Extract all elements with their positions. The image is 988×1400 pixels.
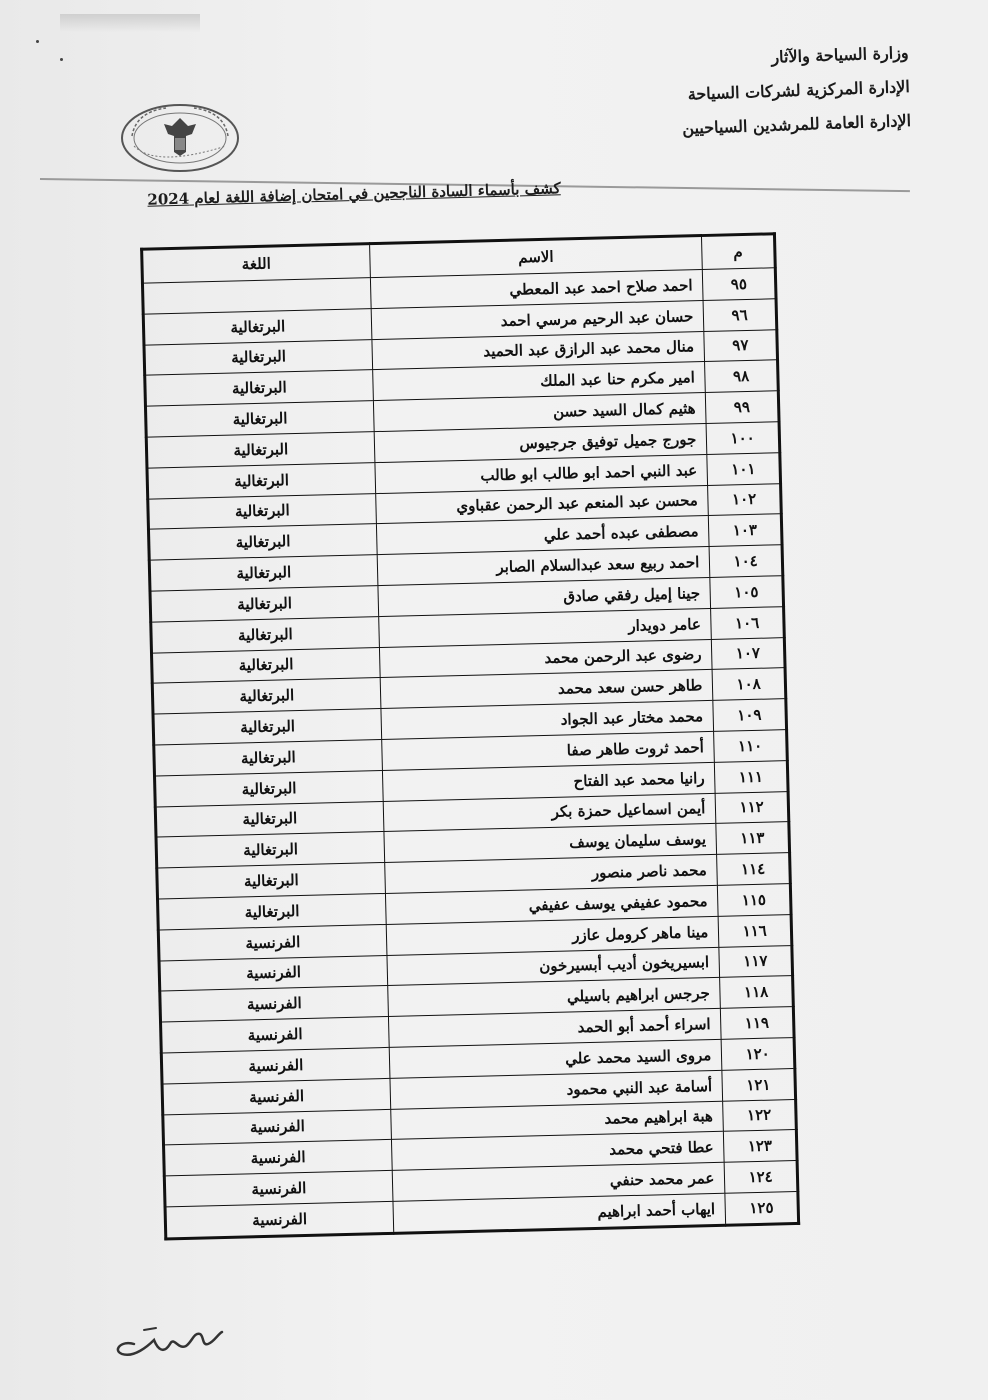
row-name: محسن عبد المنعم عبد الرحمن عقباوي: [375, 485, 708, 524]
ministry-header: [588, 36, 911, 149]
row-name: عمر محمد حنفي: [392, 1162, 725, 1201]
ministry-logo-icon: [116, 100, 244, 176]
row-name: ابسيريخون أديب أبسيرخون: [387, 947, 720, 986]
row-name: مصطفى عبده أحمد علي: [376, 516, 709, 555]
row-lang: الفرنسية: [161, 1017, 389, 1053]
header-line-1: وزارة السياحة والآثار: [771, 42, 909, 67]
row-lang: الفرنسية: [162, 1078, 390, 1114]
row-name: عطا فتحي محمد: [391, 1132, 724, 1171]
row-name: محمود عفيفي يوسف عفيفي: [385, 885, 718, 924]
row-name: جرجس ابراهيم باسيلي: [387, 978, 720, 1017]
row-num: ١٠٩: [713, 699, 786, 732]
row-lang: البرتغالية: [145, 370, 373, 406]
row-num: ٩٦: [703, 299, 776, 332]
row-lang: الفرنسية: [163, 1109, 391, 1145]
row-name: محمد مختار عبد الجواد: [380, 701, 713, 740]
row-name: ايهاب أحمد ابراهيم: [393, 1193, 726, 1233]
row-lang: البرتغالية: [144, 339, 372, 375]
row-name: حسان عبد الرحيم مرسي احمد: [371, 300, 704, 339]
row-lang: البرتغالية: [154, 739, 382, 775]
row-name: مينا ماهر كرومل عازر: [386, 916, 719, 955]
row-lang: الفرنسية: [164, 1140, 392, 1176]
row-num: ١١٥: [718, 884, 791, 917]
row-num: ١١٠: [714, 730, 787, 763]
row-num: ١١٤: [717, 853, 790, 886]
row-name: أيمن اسماعيل حمزة بكر: [383, 793, 716, 832]
row-num: ١٠٥: [710, 576, 783, 609]
row-num: ١٠٠: [706, 422, 779, 455]
row-num: ١٠٧: [712, 637, 785, 670]
row-num: ١١٦: [718, 914, 791, 947]
row-lang: البرتغالية: [153, 709, 381, 745]
row-name: طاهر حسن سعد محمد: [380, 670, 713, 709]
row-num: ١١٧: [719, 945, 792, 978]
scan-shadow: [60, 14, 200, 32]
row-num: ١٠٦: [711, 606, 784, 639]
row-lang: البرتغالية: [143, 308, 371, 344]
row-num: ١٢٣: [724, 1130, 797, 1163]
row-name: جورج جميل توفيق جرجيوس: [374, 423, 707, 462]
row-num: ١٢٠: [721, 1037, 794, 1070]
row-lang: الفرنسية: [158, 924, 386, 960]
row-num: ١٢٥: [725, 1191, 798, 1225]
row-num: ٩٥: [703, 268, 776, 301]
results-table: [140, 232, 800, 1240]
row-lang: البرتغالية: [148, 493, 376, 529]
row-lang: البرتغالية: [156, 832, 384, 868]
row-lang: البرتغالية: [145, 401, 373, 437]
row-lang: البرتغالية: [150, 586, 378, 622]
handwritten-signature-icon: [104, 1310, 234, 1360]
row-name: أحمد ثروت طاهر صفا: [381, 731, 714, 770]
results-table-wrapper: [140, 232, 800, 1240]
title-line: كشف بأسماء السادة الناجحين في امتحان إضافة اللغة لعام 2024: [147, 179, 561, 209]
header-line-2: الإدارة المركزية لشركات السياحة: [687, 76, 911, 104]
row-lang: البرتغالية: [146, 432, 374, 468]
row-num: ١٠٢: [708, 483, 781, 516]
row-lang: الفرنسية: [165, 1201, 393, 1238]
row-name: عبد النبي احمد ابو طالب ابو طالب: [374, 454, 707, 493]
row-num: ١١٩: [721, 1007, 794, 1040]
row-name: جينا إميل رفقي صادق: [377, 577, 710, 616]
row-name: يوسف سليمان يوسف: [384, 824, 717, 863]
row-name: امير مكرم حنا عبد الملك: [372, 362, 705, 401]
speck: [60, 58, 63, 61]
row-name: رانيا محمد عبد الفتاح: [382, 762, 715, 801]
row-num: ١٠٨: [712, 668, 785, 701]
row-name: هبة ابراهيم محمد: [390, 1101, 723, 1140]
header-name: الاسم: [369, 236, 703, 278]
row-lang: البرتغالية: [155, 801, 383, 837]
row-name: احمد صلاح احمد عبد المعطي: [370, 270, 703, 309]
header-num: م: [702, 234, 775, 270]
row-num: ١٠٣: [709, 514, 782, 547]
row-lang: البرتغالية: [148, 524, 376, 560]
row-num: ١١٢: [715, 791, 788, 824]
row-lang: البرتغالية: [151, 616, 379, 652]
row-num: ١٠١: [707, 452, 780, 485]
row-name: منال محمد عبد الرازق عبد الحميد: [371, 331, 704, 370]
row-num: ١٢١: [722, 1068, 795, 1101]
row-lang: الفرنسية: [160, 986, 388, 1022]
row-lang: الفرنسية: [159, 955, 387, 991]
row-lang: البرتغالية: [147, 462, 375, 498]
row-name: عامر دويدار: [378, 608, 711, 647]
speck: [36, 40, 39, 43]
row-lang: الفرنسية: [164, 1171, 392, 1207]
row-num: ١٢٢: [723, 1099, 796, 1132]
row-num: ١٠٤: [709, 545, 782, 578]
row-num: ١٢٤: [724, 1161, 797, 1194]
row-num: ١١٨: [720, 976, 793, 1009]
row-num: ٩٨: [705, 360, 778, 393]
row-name: رضوى عبد الرحمن محمد: [379, 639, 712, 678]
row-lang: البرتغالية: [151, 647, 379, 683]
row-lang: البرتغالية: [152, 678, 380, 714]
header-lang: اللغة: [142, 244, 370, 284]
row-num: ٩٧: [704, 329, 777, 362]
row-lang: البرتغالية: [155, 770, 383, 806]
row-num: ٩٩: [706, 391, 779, 424]
row-name: مروى السيد محمد علي: [389, 1039, 722, 1078]
row-name: محمد ناصر منصور: [384, 854, 717, 893]
row-lang: الفرنسية: [161, 1047, 389, 1083]
row-name: احمد ربيع سعد عبدالسلام الصابر: [377, 547, 710, 586]
row-lang: البرتغالية: [158, 893, 386, 929]
row-lang: البرتغالية: [157, 863, 385, 899]
row-name: هثيم كمال السيد حسن: [373, 393, 706, 432]
header-line-3: الإدارة العامة للمرشدين السياحيين: [682, 110, 912, 138]
row-num: ١١١: [715, 760, 788, 793]
row-num: ١١٣: [716, 822, 789, 855]
row-name: أسامة عبد النبي محمود: [390, 1070, 723, 1109]
row-lang: البرتغالية: [149, 555, 377, 591]
row-name: اسراء أحمد أبو الحمد: [388, 1008, 721, 1047]
